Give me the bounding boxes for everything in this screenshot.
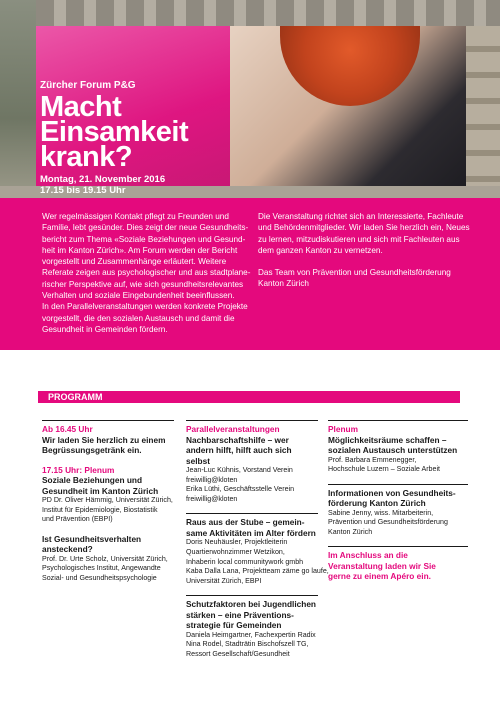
program-item-title bbox=[186, 599, 318, 631]
text-line: freiwillig@kloten bbox=[186, 494, 238, 503]
program-speaker bbox=[328, 509, 468, 538]
text-line: Referate zeigen aus psychologischer und aus stadtplane- bbox=[42, 268, 251, 278]
text-line: Im Anschluss an die bbox=[328, 550, 408, 561]
program-item bbox=[42, 424, 174, 456]
text-line: vorgestellt, die den sozialen Austausch und damit die bbox=[42, 313, 235, 323]
program-heading: PROGRAMM bbox=[48, 392, 103, 402]
text-line: sozialen Austausch unterstützen bbox=[328, 445, 458, 455]
page-title bbox=[40, 91, 240, 173]
program-item-title bbox=[42, 435, 174, 456]
text-line: ansteckend? bbox=[42, 544, 93, 555]
text-line: Verhalten und soziale Eingebundenheit beeinflussen. bbox=[42, 291, 235, 301]
text-line: Gesundheit im Kanton Zürich bbox=[42, 485, 159, 496]
text-line: Kaba Dalla Lana, Projektteam zäme go laufe, bbox=[186, 567, 329, 576]
time-line: 17.15 bis 19.15 Uhr bbox=[40, 185, 126, 196]
program-section-label: Plenum bbox=[328, 424, 358, 434]
text-line: Psychologisches Institut, Angewandte bbox=[42, 564, 161, 573]
program-item-title bbox=[42, 475, 174, 496]
column-divider bbox=[186, 420, 318, 421]
text-line: Sozial- und Gesundheitspsychologie bbox=[42, 573, 157, 582]
text-line: strategie für Gemeinden bbox=[186, 620, 282, 631]
program-column-1 bbox=[42, 420, 174, 593]
program-item-title bbox=[42, 534, 174, 555]
program-time: Ab 16.45 Uhr bbox=[42, 424, 93, 434]
text-line: Prof. Dr. Urte Scholz, Universität Zürich, bbox=[42, 554, 168, 563]
program-item-title bbox=[186, 435, 318, 467]
item-divider bbox=[328, 546, 468, 547]
program-time: 17.15 Uhr: Plenum bbox=[42, 464, 115, 475]
text-line: Gesundheit in Gemeinden fördern. bbox=[42, 324, 168, 334]
program-item-title bbox=[328, 488, 468, 509]
text-line: Jean-Luc Kühnis, Vorstand Verein bbox=[186, 466, 293, 474]
date-line: Montag, 21. November 2016 bbox=[40, 174, 166, 185]
column-divider bbox=[42, 420, 174, 421]
event-date bbox=[40, 174, 240, 196]
program-speaker bbox=[328, 456, 468, 475]
text-line: Inhaberin local communitywork gmbh bbox=[186, 557, 304, 566]
photo-building-left bbox=[0, 0, 36, 198]
intro-text-right bbox=[258, 211, 468, 290]
text-line: Raus aus der Stube – gemein- bbox=[186, 517, 305, 528]
text-line: selbst bbox=[186, 455, 210, 466]
text-line: Kanton Zürich bbox=[328, 527, 373, 536]
title-line: krank? bbox=[40, 141, 133, 173]
text-line: stärken – eine Präventions- bbox=[186, 609, 294, 620]
program-column-2 bbox=[186, 420, 329, 669]
text-line: heit im Kanton Zürich». Am Forum werden der Bericht bbox=[42, 245, 238, 255]
text-line: bericht zum Thema «Soziale Beziehungen und Gesund- bbox=[42, 234, 246, 244]
program-section-label: Parallelveranstaltungen bbox=[186, 424, 280, 434]
text-line: zu lernen, mitzudiskutieren und sich mit Fachleuten aus bbox=[258, 234, 460, 244]
program-speaker bbox=[42, 555, 174, 584]
text-line: same Aktivitäten im Alter fördern bbox=[186, 527, 316, 538]
text-line: In den Parallelveranstaltungen werden konkrete Projekte bbox=[42, 302, 248, 312]
program-item-title bbox=[328, 435, 468, 456]
title-line: Macht bbox=[40, 91, 122, 123]
photo-building-right bbox=[466, 26, 500, 198]
program-item bbox=[186, 599, 318, 659]
title-line: Einsamkeit bbox=[40, 116, 189, 148]
text-line: vorgestellt und Zusammenhänge erläutert. Weitere bbox=[42, 257, 227, 267]
program-speaker bbox=[186, 538, 329, 586]
text-line: Prof. Barbara Emmenegger, bbox=[328, 455, 417, 464]
program-item bbox=[42, 534, 174, 584]
text-line: und Behördenmitglieder. Wir laden Sie herzlich ein, Neues bbox=[258, 223, 470, 233]
text-line: gerne zu einem Apéro ein. bbox=[328, 571, 431, 582]
program-item-title bbox=[186, 517, 318, 538]
text-line: Veranstaltung laden wir Sie bbox=[328, 560, 436, 571]
program-column-3 bbox=[328, 420, 468, 582]
text-line: Ressort Gesellschaft/Gesundheit bbox=[186, 650, 290, 659]
text-line: Daniela Heimgartner, Fachexpertin Radix bbox=[186, 630, 316, 639]
text-line: PD Dr. Oliver Hämmig, Universität Zürich, bbox=[42, 496, 173, 504]
program-speaker bbox=[186, 466, 318, 504]
text-line: Prävention und Gesundheitsförderung bbox=[328, 518, 448, 527]
hero-banner bbox=[0, 0, 500, 350]
text-line: Universität Zürich, EBPI bbox=[186, 576, 262, 585]
text-line: Informationen von Gesundheits- bbox=[328, 487, 456, 498]
text-line: Schutzfaktoren bei Jugendlichen bbox=[186, 599, 317, 610]
text-line: Ist Gesundheitsverhalten bbox=[42, 533, 142, 544]
photo-building-top bbox=[36, 0, 500, 26]
text-line: Quartierwohnzimmer Wetzikon, bbox=[186, 547, 285, 556]
text-line: Wir laden Sie herzlich zu einem bbox=[42, 434, 166, 445]
program-speaker bbox=[186, 631, 318, 660]
text-line: rischer Perspektive auf, wie sich gesundheitsrelevantes bbox=[42, 279, 244, 289]
column-divider bbox=[328, 420, 468, 421]
text-line: Institut für Epidemiologie, Biostatistik bbox=[42, 505, 158, 514]
text-line: Wer regelmässigen Kontakt pflegt zu Freunden und bbox=[42, 212, 229, 221]
title-block bbox=[40, 80, 240, 196]
item-divider bbox=[328, 484, 468, 485]
text-line: Doris Neuhäusler, Projektleiterin bbox=[186, 538, 288, 547]
text-line: Familie, lebt gesünder. Dies zeigt der neue Gesundheits- bbox=[42, 223, 249, 233]
text-line: Möglichkeitsräume schaffen – bbox=[328, 434, 447, 445]
text-line: Das Team von Prävention und Gesundheitsförderung bbox=[258, 268, 451, 278]
text-line: und Prävention (EBPI) bbox=[42, 515, 113, 524]
intro-paragraph bbox=[258, 211, 468, 256]
text-line: Hochschule Luzern – Soziale Arbeit bbox=[328, 465, 440, 474]
text-line: andern hilft, hilft auch sich bbox=[186, 445, 292, 455]
intro-signature bbox=[258, 267, 468, 290]
forum-name: Zürcher Forum P&G bbox=[40, 80, 136, 91]
program-item bbox=[328, 435, 468, 475]
text-line: Begrüssungsgetränk ein. bbox=[42, 445, 142, 455]
text-line: Sabine Jenny, wiss. Mitarbeiterin, bbox=[328, 508, 434, 517]
text-line: dem ganzen Kanton zu vernetzen. bbox=[258, 245, 383, 255]
item-divider bbox=[186, 595, 318, 596]
text-line: Soziale Beziehungen und bbox=[42, 475, 143, 485]
program-item bbox=[186, 517, 329, 586]
text-line: Die Veranstaltung richtet sich an Interessierte, Fachleute bbox=[258, 212, 464, 221]
program-speaker bbox=[42, 496, 174, 525]
intro-text-left bbox=[42, 211, 251, 335]
text-line: förderung Kanton Zürich bbox=[328, 498, 426, 509]
program-item bbox=[328, 488, 468, 538]
item-divider bbox=[186, 513, 318, 514]
text-line: freiwillig@kloten bbox=[186, 475, 238, 484]
program-item bbox=[186, 435, 318, 505]
text-line: Kanton Zürich bbox=[258, 279, 309, 289]
intro-paragraph bbox=[42, 211, 251, 335]
program-item bbox=[42, 465, 174, 525]
text-line: Erika Lüthi, Geschäftsstelle Verein bbox=[186, 485, 295, 494]
text-line: Nina Rodel, Stadträtin Bischofszell TG, bbox=[186, 640, 309, 649]
closing-note bbox=[328, 550, 468, 582]
text-line: Nachbarschaftshilfe – wer bbox=[186, 434, 289, 445]
